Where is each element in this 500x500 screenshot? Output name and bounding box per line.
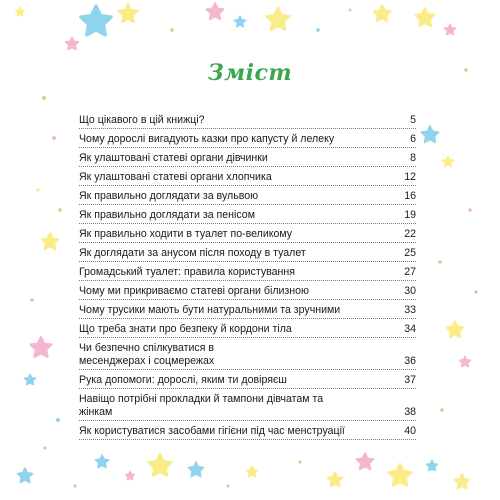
toc-entry — [79, 421, 416, 440]
dot-icon — [438, 260, 442, 264]
star-icon — [454, 474, 469, 488]
star-icon — [426, 460, 437, 471]
toc-entry-title: Навіщо потрібні прокладки й тампони дівчатам та жінкам — [79, 393, 324, 418]
toc-entry-page: 25 — [404, 247, 416, 259]
toc-entry-page: 34 — [404, 323, 416, 335]
toc-entry — [79, 243, 416, 262]
toc-entry — [79, 319, 416, 338]
toc-entry-page: 30 — [404, 285, 416, 297]
toc-entry-page: 6 — [410, 133, 416, 145]
star-icon — [95, 455, 108, 468]
toc-entry-page: 40 — [404, 425, 416, 437]
toc-entry — [79, 262, 416, 281]
star-icon — [234, 16, 245, 27]
star-icon — [421, 126, 438, 142]
toc-entry — [79, 389, 416, 421]
star-icon — [446, 321, 463, 337]
toc-entry-title: Як правильно доглядати за пенісом — [79, 209, 255, 221]
toc-entry-page: 5 — [410, 114, 416, 126]
toc-entry-page: 37 — [404, 374, 416, 386]
toc-entry-title: Що треба знати про безпеку й кордони тіла — [79, 323, 292, 335]
dot-icon — [440, 408, 444, 412]
toc-entry — [79, 224, 416, 243]
toc-entry-page: 12 — [404, 171, 416, 183]
star-icon — [356, 453, 373, 469]
toc-entry — [79, 167, 416, 186]
table-of-contents — [79, 110, 416, 440]
dot-icon — [316, 28, 320, 32]
dot-icon — [43, 446, 46, 449]
toc-entry-title: Чому дорослі вигадують казки про капусту й лелеку — [79, 133, 335, 145]
star-icon — [149, 454, 172, 476]
dot-icon — [30, 298, 34, 302]
toc-entry — [79, 300, 416, 319]
dot-icon — [42, 96, 46, 100]
toc-entry-title: Як доглядати за анусом після походу в туалет — [79, 247, 306, 259]
star-icon — [31, 337, 52, 357]
toc-entry-title: Як правильно доглядати за вульвою — [79, 190, 259, 202]
toc-entry — [79, 110, 416, 129]
toc-entry — [79, 129, 416, 148]
toc-entry-page: 22 — [404, 228, 416, 240]
dot-icon — [226, 484, 229, 487]
dot-icon — [58, 208, 62, 212]
toc-entry-title: Рука допомоги: дорослі, яким ти довіряєш — [79, 374, 287, 386]
star-icon — [459, 356, 470, 367]
toc-entry-page: 19 — [404, 209, 416, 221]
star-icon — [267, 8, 290, 30]
toc-entry-page: 38 — [404, 406, 416, 418]
toc-entry-title: Що цікавого в цій книжці? — [79, 114, 205, 126]
star-icon — [206, 3, 223, 19]
toc-entry-page: 27 — [404, 266, 416, 278]
page-title: Зміст — [207, 60, 293, 86]
star-icon — [125, 471, 135, 480]
dot-icon — [298, 460, 301, 463]
toc-entry — [79, 148, 416, 167]
star-icon — [188, 462, 203, 476]
star-icon — [15, 7, 25, 16]
toc-entry — [79, 370, 416, 389]
toc-entry — [79, 338, 416, 370]
dot-icon — [73, 484, 76, 487]
dot-icon — [349, 9, 352, 12]
toc-entry-title: Як правильно ходити в туалет по-великому — [79, 228, 293, 240]
toc-entry-page: 16 — [404, 190, 416, 202]
toc-entry-title: Як улаштовані статеві органи хлопчика — [79, 171, 272, 183]
star-icon — [41, 233, 58, 249]
dot-icon — [36, 188, 39, 191]
star-icon — [373, 5, 390, 21]
toc-entry-title: Як користуватися засобами гігієни під час менструації — [79, 425, 345, 437]
toc-entry-title: Чому трусики мають бути натуральними та зручними — [79, 304, 341, 316]
toc-entry-page: 36 — [404, 355, 416, 367]
dot-icon — [56, 418, 60, 422]
toc-entry-page: 33 — [404, 304, 416, 316]
star-icon — [444, 24, 455, 35]
dot-icon — [170, 28, 174, 32]
toc-entry — [79, 281, 416, 300]
star-icon — [416, 8, 435, 26]
dot-icon — [474, 290, 477, 293]
toc-entry-title: Громадський туалет: правила користування — [79, 266, 295, 278]
toc-entry — [79, 186, 416, 205]
star-icon — [24, 374, 35, 385]
star-icon — [442, 156, 453, 167]
toc-entry-title: Як улаштовані статеві органи дівчинки — [79, 152, 268, 164]
star-icon — [389, 464, 412, 486]
star-icon — [81, 6, 111, 35]
toc-entry — [79, 205, 416, 224]
toc-entry-title: Чи безпечно спілкуватися в месенджерах і соцмережах — [79, 342, 215, 367]
star-icon — [119, 4, 138, 22]
star-icon — [327, 472, 342, 486]
star-icon — [65, 37, 78, 50]
star-icon — [246, 466, 257, 477]
dot-icon — [52, 136, 56, 140]
dot-icon — [468, 208, 472, 212]
toc-entry-page: 8 — [410, 152, 416, 164]
toc-entry-title: Чому ми прикриваємо статеві органи білизною — [79, 285, 309, 297]
star-icon — [17, 468, 32, 482]
